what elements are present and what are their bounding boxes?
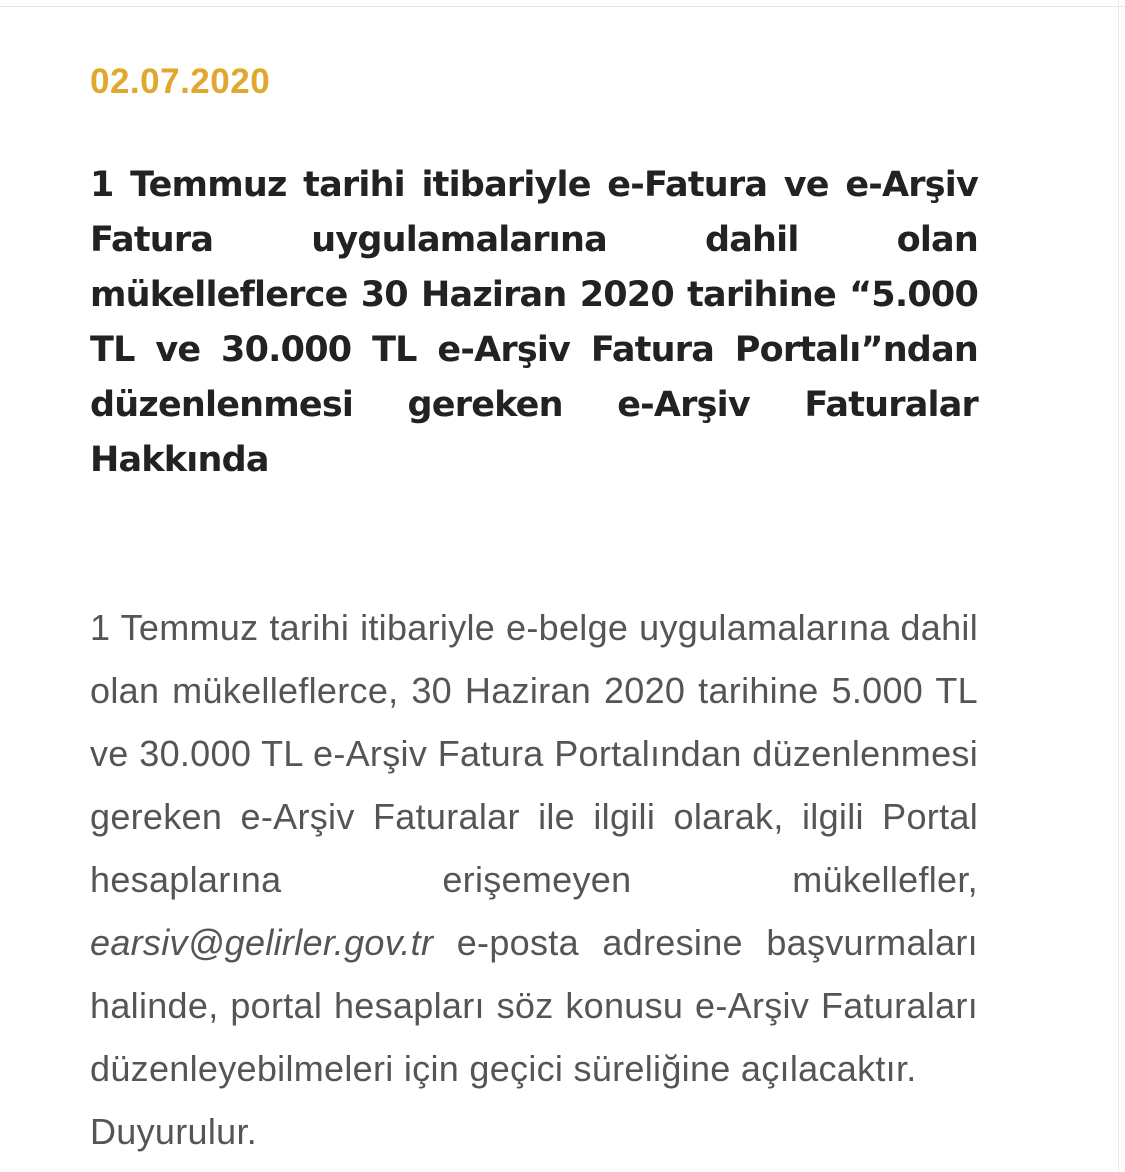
announcement-article xyxy=(90,58,978,1163)
publish-date: 02.07.2020 xyxy=(90,62,271,101)
announcement-title: 1 Temmuz tarihi itibariyle e-Fatura ve e-Arşiv Fatura uygulamalarına dahil olan mükelleflerce 30 Haziran 2020 tarihine “5.000 TL ve 30.000 TL e-Arşiv Fatura Portalı”ndan düzenlenmesi gereken e-Arşiv Faturalar Hakkında xyxy=(90,165,978,480)
announcement-body xyxy=(90,596,978,1100)
body-text-part-1: 1 Temmuz tarihi itibariyle e-belge uygulamalarına dahil olan mükelleflerce, 30 Haziran 2020 tarihine 5.000 TL ve 30.000 TL e-Arşiv Fatura Portalından düzenlenmesi gereken e-Arşiv Faturalar ile ilgili olarak, ilgili Portal hesaplarına erişemeyen mükellefler, xyxy=(90,607,978,900)
right-divider xyxy=(1118,0,1119,1172)
top-divider xyxy=(0,0,1125,7)
body-text-part-2: e-posta adresine başvurmaları halinde, portal hesapları söz konusu e-Arşiv Faturaları düzenleyebilmeleri için geçici süreliğine açılacaktır. xyxy=(90,922,978,1089)
closing-text: Duyurulur. xyxy=(90,1111,258,1152)
email-address: earsiv@gelirler.gov.tr xyxy=(90,922,434,963)
